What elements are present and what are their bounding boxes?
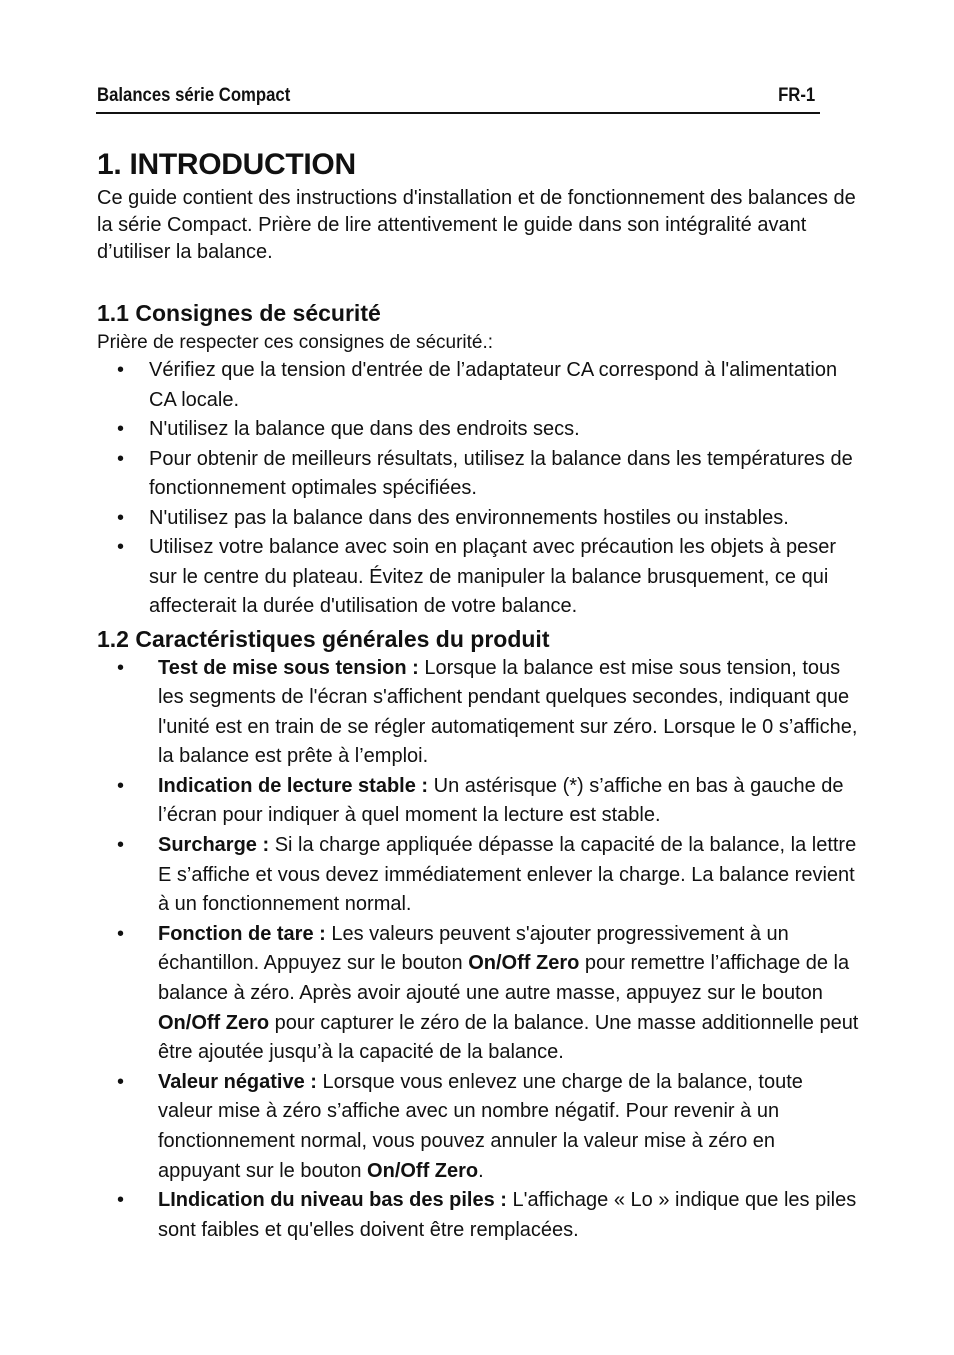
feature-term: Valeur négative : [158,1070,317,1093]
list-item [97,831,862,920]
list-item [97,415,862,445]
list-item-text: Vérifiez que la tension d'entrée de l’adaptateur CA correspond à l'alimentation CA locale. [149,359,838,411]
feature-term: LIndication du niveau bas des piles : [158,1189,507,1212]
running-header [96,84,820,114]
feature-text: Si la charge appliquée dépasse la capacité de la balance, la lettre E s’affiche et vous devez immédiatement enlever la charge. La balance revient à un fonctionnement normal. [158,834,857,916]
bullet: • [117,447,125,470]
list-item [97,654,862,772]
button-name: On/Off Zero [468,952,580,975]
feature-text: Lorsque la balance est mise sous tension, tous les segments de l'écran s'affichent pendant quelques secondes, indiquant que l'unité est en train de se régler automatiqement sur zéro. Lorsque le 0 s’affiche, la balance est prête à l’emploi. [158,656,858,768]
button-name: On/Off Zero [367,1159,479,1182]
list-item [97,356,862,415]
feature-term: Test de mise sous tension : [158,656,419,679]
section-title-introduction: 1. INTRODUCTION [97,148,356,181]
list-item [97,1186,862,1245]
feature-text: Un astérisque (*) s’affiche en bas à gauche de l’écran pour indiquer à quel moment la lecture est stable. [158,774,844,827]
bullet: • [117,656,125,679]
feature-text: L'affichage « Lo » indique que les piles sont faibles et qu'elles doivent être remplacées. [158,1189,857,1241]
feature-text: pour capturer le zéro de la balance. Une masse additionnelle peut être ajoutée jusqu’à la capacité de la balance. [158,1011,859,1064]
list-item [97,1068,862,1186]
feature-text: Lorsque vous enlevez une charge de la balance, toute valeur mise à zéro s’affiche avec un nombre négatif. Pour revenir à un fonctionnement normal, vous pouvez annuler la valeur mise à zéro en appuyant sur le bouton [158,1070,803,1182]
bullet: • [117,1189,125,1212]
feature-text: Les valeurs peuvent s'ajouter progressivement à un échantillon. Appuyez sur le bouton [158,922,789,975]
button-name: On/Off Zero [158,1011,270,1034]
list-item [97,772,862,831]
safety-list [97,356,862,622]
list-item [97,533,862,622]
page-number: FR-1 [777,85,815,106]
bullet: • [117,506,125,529]
features-list [97,654,862,1246]
list-item-text: N'utilisez pas la balance dans des environnements hostiles ou instables. [149,506,789,529]
section-title-features: 1.2 Caractéristiques générales du produit [97,625,550,652]
header-title: Balances série Compact [97,85,291,106]
feature-term: Fonction de tare : [158,922,326,945]
list-item [97,920,862,1068]
feature-term: Surcharge : [158,834,270,857]
feature-term: Indication de lecture stable : [158,774,429,797]
list-item [97,445,862,504]
list-item-text: Pour obtenir de meilleurs résultats, utilisez la balance dans les températures de fonctionnement optimales spécifiées. [149,447,853,499]
feature-text: pour remettre l’affichage de la balance à zéro. Après avoir ajouté une autre masse, appuyez sur le bouton [158,952,850,1005]
bullet: • [117,774,125,797]
list-item [97,504,862,534]
bullet: • [117,834,125,857]
section-title-safety: 1.1 Consignes de sécurité [97,300,381,326]
intro-paragraph: Ce guide contient des instructions d'installation et de fonctionnement des balances de la série Compact. Prière de lire attentivement le guide dans son intégralité avant d’utiliser la balance. [97,187,856,263]
bullet: • [117,922,125,945]
list-item-text: Utilisez votre balance avec soin en plaçant avec précaution les objets à peser sur le centre du plateau. Évitez de manipuler la balance brusquement, ce qui affecterait la durée d'utilisation de votre balance. [149,536,837,617]
list-item-text: N'utilisez la balance que dans des endroits secs. [149,418,580,440]
feature-text: . [478,1159,484,1182]
bullet: • [117,536,125,558]
bullet: • [117,1070,125,1093]
safety-lead: Prière de respecter ces consignes de sécurité.: [97,332,494,353]
bullet: • [117,418,125,440]
page-content [97,146,862,1245]
bullet: • [117,359,125,381]
